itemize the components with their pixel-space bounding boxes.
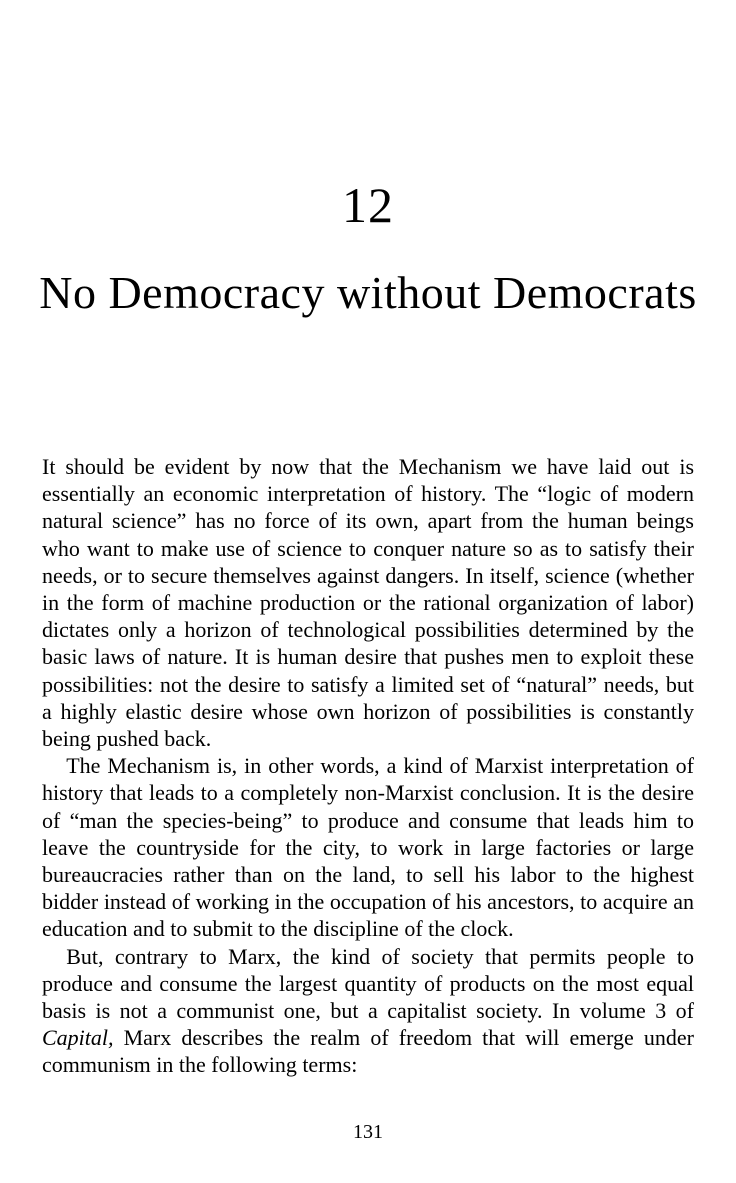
page-number: 131 xyxy=(353,1121,383,1143)
body-text xyxy=(42,453,694,1079)
paragraph-3-text-a: But, contrary to Marx, the kind of society that permits people to produce and consume the largest quantity of products on the most equal basis is not a communist one, but a capitalist society. In volume 3 of xyxy=(42,943,694,1024)
paragraph-3-text-b: Marx describes the realm of freedom that will emerge under communism in the following terms: xyxy=(42,1025,694,1078)
paragraph-2: The Mechanism is, in other words, a kind of Marxist interpretation of history that leads to a completely non-Marxist conclusion. It is the desire of “man the species-being” to produce and consume that leads him to leave the countryside for the city, to work in large factories or large bureaucracies rather than on the land, to sell his labor to the highest bidder instead of working in the occupation of his ancestors, to acquire an education and to submit to the discipline of the clock. xyxy=(42,753,694,942)
chapter-number: 12 xyxy=(342,177,394,233)
chapter-title: No Democracy without Democrats xyxy=(39,267,697,318)
paragraph-3 xyxy=(42,943,694,1079)
paragraph-1: It should be evident by now that the Mechanism we have laid out is essentially an economic interpretation of history. The “logic of modern natural science” has no force of its own, apart from the human beings who want to make use of science to conquer nature so as to satisfy their needs, or to secure themselves against dangers. In itself, science (whether in the form of machine production or the rational organization of labor) dictates only a horizon of technological possibilities determined by the basic laws of nature. It is human desire that pushes men to exploit these possibilities: not the desire to satisfy a limited set of “natural” needs, but a highly elastic desire whose own horizon of possibilities is constantly being pushed back. xyxy=(42,454,694,752)
book-title-capital: Capital, xyxy=(42,1025,114,1051)
